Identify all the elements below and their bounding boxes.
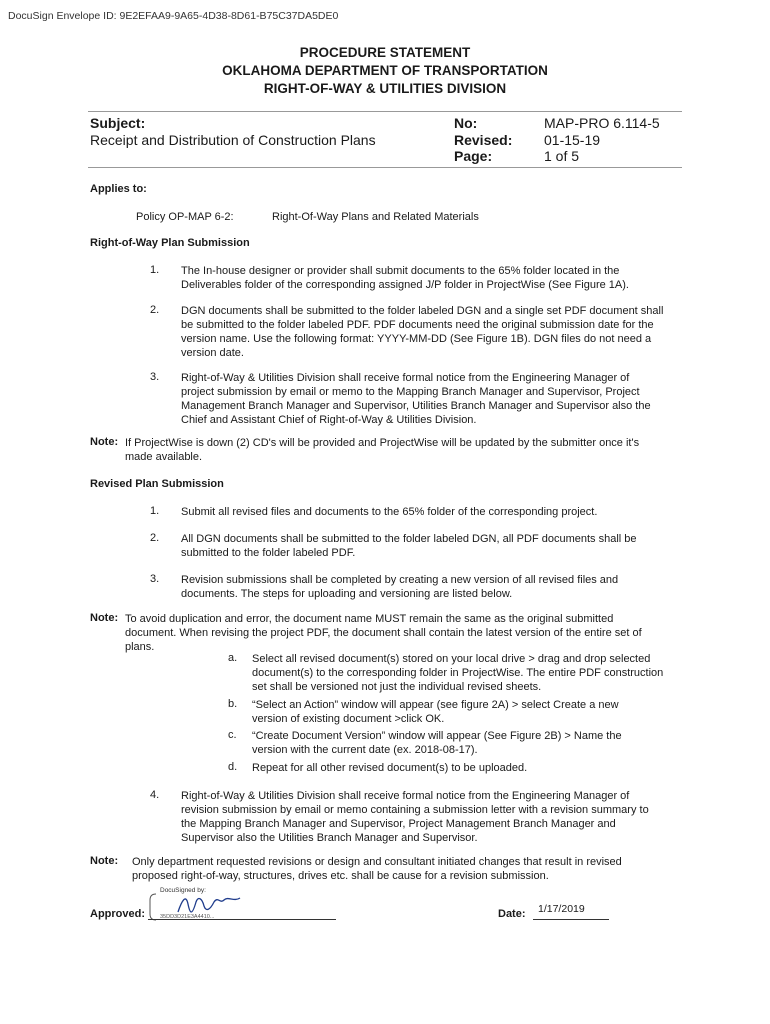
revised-item-number: 4.	[150, 789, 160, 801]
text-line: be submitted to the folder labeled PDF. PDF documents need the original submission date for the	[181, 319, 654, 331]
header-line-2: OKLAHOMA DEPARTMENT OF TRANSPORTATION	[222, 63, 548, 78]
text-line: Right-of-Way & Utilities Division shall receive formal notice from the Engineering Manager of	[181, 790, 630, 802]
revised-item-number: 3.	[150, 573, 160, 585]
text-line: DGN documents shall be submitted to the folder labeled DGN and a single set PDF document shall	[181, 305, 664, 317]
text-line: documents. The steps for uploading and versioning are listed below.	[181, 588, 513, 600]
note-label: Note:	[90, 436, 119, 448]
note-label: Note:	[90, 612, 119, 624]
text-line: the Mapping Branch Manager and Supervisor, Project Management Branch Manager and	[181, 818, 616, 830]
signed-by-caption: DocuSigned by:	[160, 887, 206, 894]
step-text	[252, 698, 682, 726]
step-letter: d.	[228, 761, 238, 773]
text-line: Submit all revised files and documents to the 65% folder of the corresponding project.	[181, 506, 598, 518]
text-line: Select all revised document(s) stored on your local drive > drag and drop selected	[252, 653, 651, 665]
docusign-envelope-id: DocuSign Envelope ID: 9E2EFAA9-9A65-4D38-8D61-B75C37DA5DE0	[8, 10, 339, 22]
document-header	[0, 44, 770, 98]
note-text	[125, 612, 687, 654]
revised-heading: Revised Plan Submission	[90, 478, 224, 490]
text-line: version date.	[181, 347, 244, 359]
row-item-number: 1.	[150, 264, 160, 276]
applies-heading: Applies to:	[90, 183, 147, 195]
signature-line	[148, 919, 336, 920]
text-line: version with the current date (ex. 2018-08-17).	[252, 744, 478, 756]
revised-label: Revised:	[454, 132, 513, 148]
approved-label: Approved:	[90, 908, 145, 920]
header-line-3: RIGHT-OF-WAY & UTILITIES DIVISION	[263, 81, 507, 96]
text-line: plans.	[125, 641, 155, 653]
note-text	[125, 436, 685, 464]
text-line: document. When revising the project PDF, the document shall contain the latest version of the entire set of	[125, 627, 642, 639]
step-text	[252, 729, 682, 757]
step-letter: c.	[228, 729, 237, 741]
revised-item-number: 2.	[150, 532, 160, 544]
text-line: “Select an Action” window will appear (see figure 2A) > select Create a new	[252, 699, 619, 711]
revised-item-text	[181, 532, 679, 560]
step-text	[252, 761, 682, 775]
step-letter: a.	[228, 652, 238, 664]
text-line: “Create Document Version” window will appear (See Figure 2B) > Name the	[252, 730, 622, 742]
no-value: MAP-PRO 6.114-5	[544, 115, 660, 131]
text-line: The In-house designer or provider shall submit documents to the 65% folder located in the	[181, 265, 620, 277]
text-line: proposed right-of-way, structures, drives etc. shall be cause for a revision submission.	[132, 870, 549, 882]
text-line: submitted to the folder labeled PDF.	[181, 547, 356, 559]
row-item-number: 2.	[150, 304, 160, 316]
docusign-signature-block	[148, 887, 338, 922]
subject-text: Receipt and Distribution of Construction Plans	[90, 132, 376, 148]
note-label: Note:	[90, 855, 119, 867]
signer-code: 35DD3D21E3A4410...	[160, 914, 215, 920]
text-line: Deliverables folder of the corresponding assigned J/P folder in ProjectWise (See Figure 1A).	[181, 279, 629, 291]
text-line: To avoid duplication and error, the document name MUST remain the same as the original submitted	[125, 613, 614, 625]
text-line: revision submission by email or memo containing a submission letter with a revision summary to	[181, 804, 649, 816]
row-item-text	[181, 304, 679, 360]
note-text	[132, 855, 680, 883]
date-label: Date:	[498, 908, 526, 920]
row-item-text	[181, 371, 679, 427]
text-line: All DGN documents shall be submitted to the folder labeled DGN, all PDF documents shall be	[181, 533, 637, 545]
signature-scribble	[178, 898, 240, 912]
row-item-text	[181, 264, 679, 292]
step-text	[252, 652, 682, 694]
text-line: Supervisor also the Utilities Branch Manager and Supervisor.	[181, 832, 478, 844]
text-line: Management Branch Manager and Supervisor, Utilities Branch Manager and Supervisor also the	[181, 400, 651, 412]
text-line: Only department requested revisions or design and consultant initiated changes that result in revised	[132, 856, 622, 868]
text-line: version of existing document >click OK.	[252, 713, 445, 725]
subject-label: Subject:	[90, 115, 146, 131]
revised-value: 01-15-19	[544, 132, 601, 148]
text-line: set shall be versioned not just the individual revised sheets.	[252, 681, 542, 693]
applies-policy-desc: Right-Of-Way Plans and Related Materials	[272, 211, 479, 223]
page-value: 1 of 5	[544, 148, 580, 164]
applies-policy: Policy OP-MAP 6-2:	[136, 211, 234, 223]
text-line: Revision submissions shall be completed by creating a new version of all revised files and	[181, 574, 619, 586]
revised-item-text	[181, 573, 679, 601]
row-item-number: 3.	[150, 371, 160, 383]
text-line: document(s) to the corresponding folder in ProjectWise. The entire PDF construction	[252, 667, 664, 679]
revised-item-text	[181, 505, 679, 519]
text-line: If ProjectWise is down (2) CD's will be provided and ProjectWise will be updated by the submitter once it's	[125, 437, 640, 449]
text-line: made available.	[125, 451, 203, 463]
step-letter: b.	[228, 698, 238, 710]
page-label: Page:	[454, 148, 493, 164]
bottom-divider	[88, 167, 682, 168]
date-line	[533, 919, 609, 920]
text-line: project submission by email or memo to the Mapping Branch Manager and Supervisor, Project	[181, 386, 640, 398]
text-line: Chief and Assistant Chief of Right-of-Way & Utilities Division.	[181, 414, 477, 426]
no-label: No:	[454, 115, 478, 131]
header-line-1: PROCEDURE STATEMENT	[299, 45, 471, 60]
revised-item-text	[181, 789, 679, 845]
text-line: Right-of-Way & Utilities Division shall receive formal notice from the Engineering Manager of	[181, 372, 630, 384]
revised-item-number: 1.	[150, 505, 160, 517]
text-line: Repeat for all other revised document(s) to be uploaded.	[252, 762, 528, 774]
text-line: version name. Use the following format: YYYY-MM-DD (See Figure 1B). DGN files do not need a	[181, 333, 652, 345]
date-value: 1/17/2019	[538, 903, 585, 915]
row-submission-heading: Right-of-Way Plan Submission	[90, 237, 250, 249]
top-divider	[88, 111, 682, 112]
